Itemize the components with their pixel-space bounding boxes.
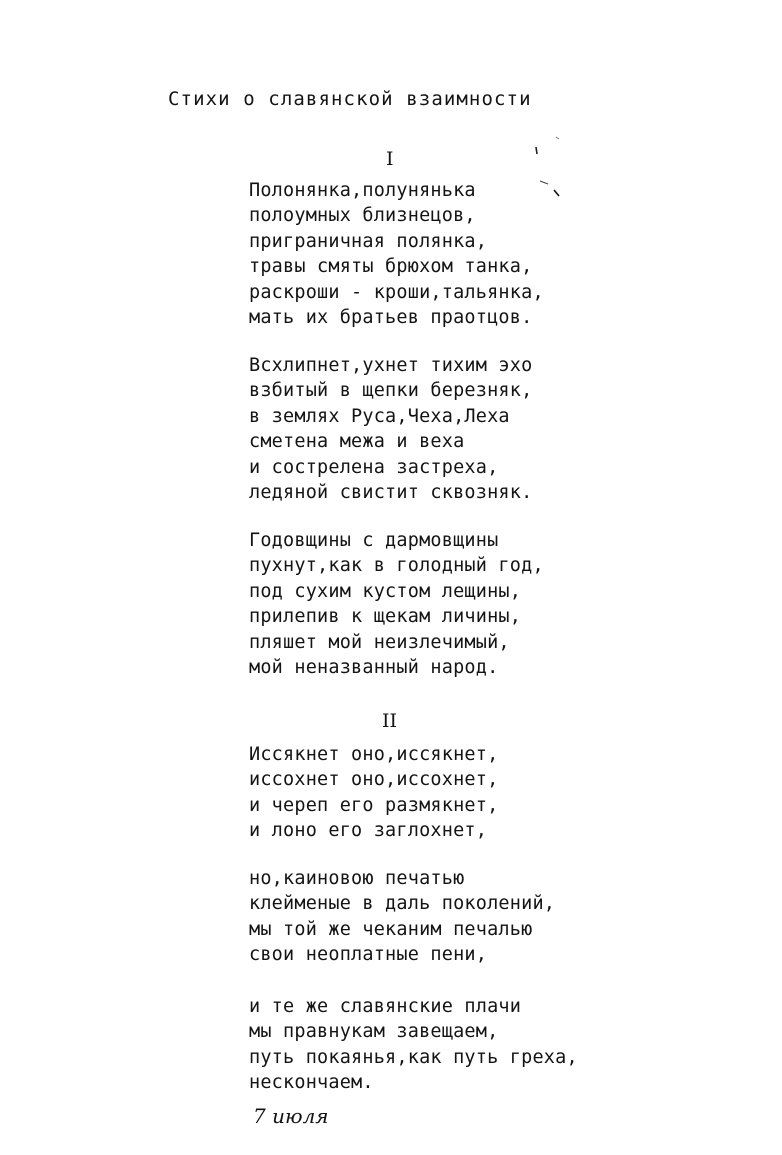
stanza-2-1 bbox=[249, 742, 498, 844]
verse-line: и сострелена застреха, bbox=[249, 456, 499, 478]
verse-line: взбитый в щепки березняк, bbox=[249, 380, 533, 402]
verse-line: и лоно его заглохнет, bbox=[249, 820, 488, 842]
stanza-1-2 bbox=[249, 353, 532, 505]
stanza-1-1 bbox=[249, 178, 544, 330]
verse-line: Всхлипнет,ухнет тихим эхо bbox=[249, 355, 533, 376]
poem-title: Стихи о славянской взаимности bbox=[168, 88, 532, 110]
verse-line: пухнут,как в голодный год, bbox=[249, 555, 544, 577]
verse-line: свои неоплатные пени, bbox=[249, 944, 488, 966]
verse-line: раскроши - кроши,тальянка, bbox=[249, 281, 544, 303]
verse-line: в землях Руса,Чеха,Леха bbox=[249, 405, 510, 427]
verse-line: но,каиновою печатью bbox=[249, 868, 465, 889]
verse-line: мой неназванный народ. bbox=[249, 657, 499, 679]
verse-line: сметена межа и веха bbox=[249, 431, 465, 453]
verse-line: полоумных близнецов, bbox=[249, 205, 476, 227]
verse-line: травы смяты брюхом танка, bbox=[249, 256, 533, 278]
verse-line: под сухим кустом лещины, bbox=[249, 580, 522, 602]
verse-line: приграничная полянка, bbox=[249, 230, 488, 252]
section-number-2: II bbox=[382, 710, 398, 732]
verse-line: прилепив к щекам личины, bbox=[249, 606, 522, 628]
verse-line: нескончаем. bbox=[249, 1072, 374, 1094]
verse-line: Иссякнет оно,иссякнет, bbox=[249, 744, 499, 765]
stanza-2-2 bbox=[249, 866, 555, 968]
verse-line: мы той же чеканим печалью bbox=[249, 918, 533, 940]
verse-line: Полонянка,полунянька bbox=[249, 180, 476, 201]
verse-line: Годовщины с дармовщины bbox=[249, 530, 499, 551]
verse-line: пляшет мой неизлечимый, bbox=[249, 631, 510, 653]
verse-line: иссохнет оно,иссохнет, bbox=[249, 769, 499, 791]
verse-line: ледяной свистит сквозняк. bbox=[249, 482, 533, 504]
date-note: 7 июля bbox=[253, 1104, 329, 1128]
section-number-1: I bbox=[386, 148, 394, 170]
stanza-1-3 bbox=[249, 528, 544, 680]
verse-line: и череп его размякнет, bbox=[249, 794, 499, 816]
stanza-2-3 bbox=[249, 994, 578, 1096]
verse-line: мы правнукам завещаем, bbox=[249, 1021, 499, 1043]
verse-line: клейменые в даль поколений, bbox=[249, 893, 556, 915]
verse-line: мать их братьев праотцов. bbox=[249, 307, 533, 329]
verse-line: и те же славянские плачи bbox=[249, 996, 522, 1017]
verse-line: путь покаянья,как путь греха, bbox=[249, 1046, 578, 1068]
